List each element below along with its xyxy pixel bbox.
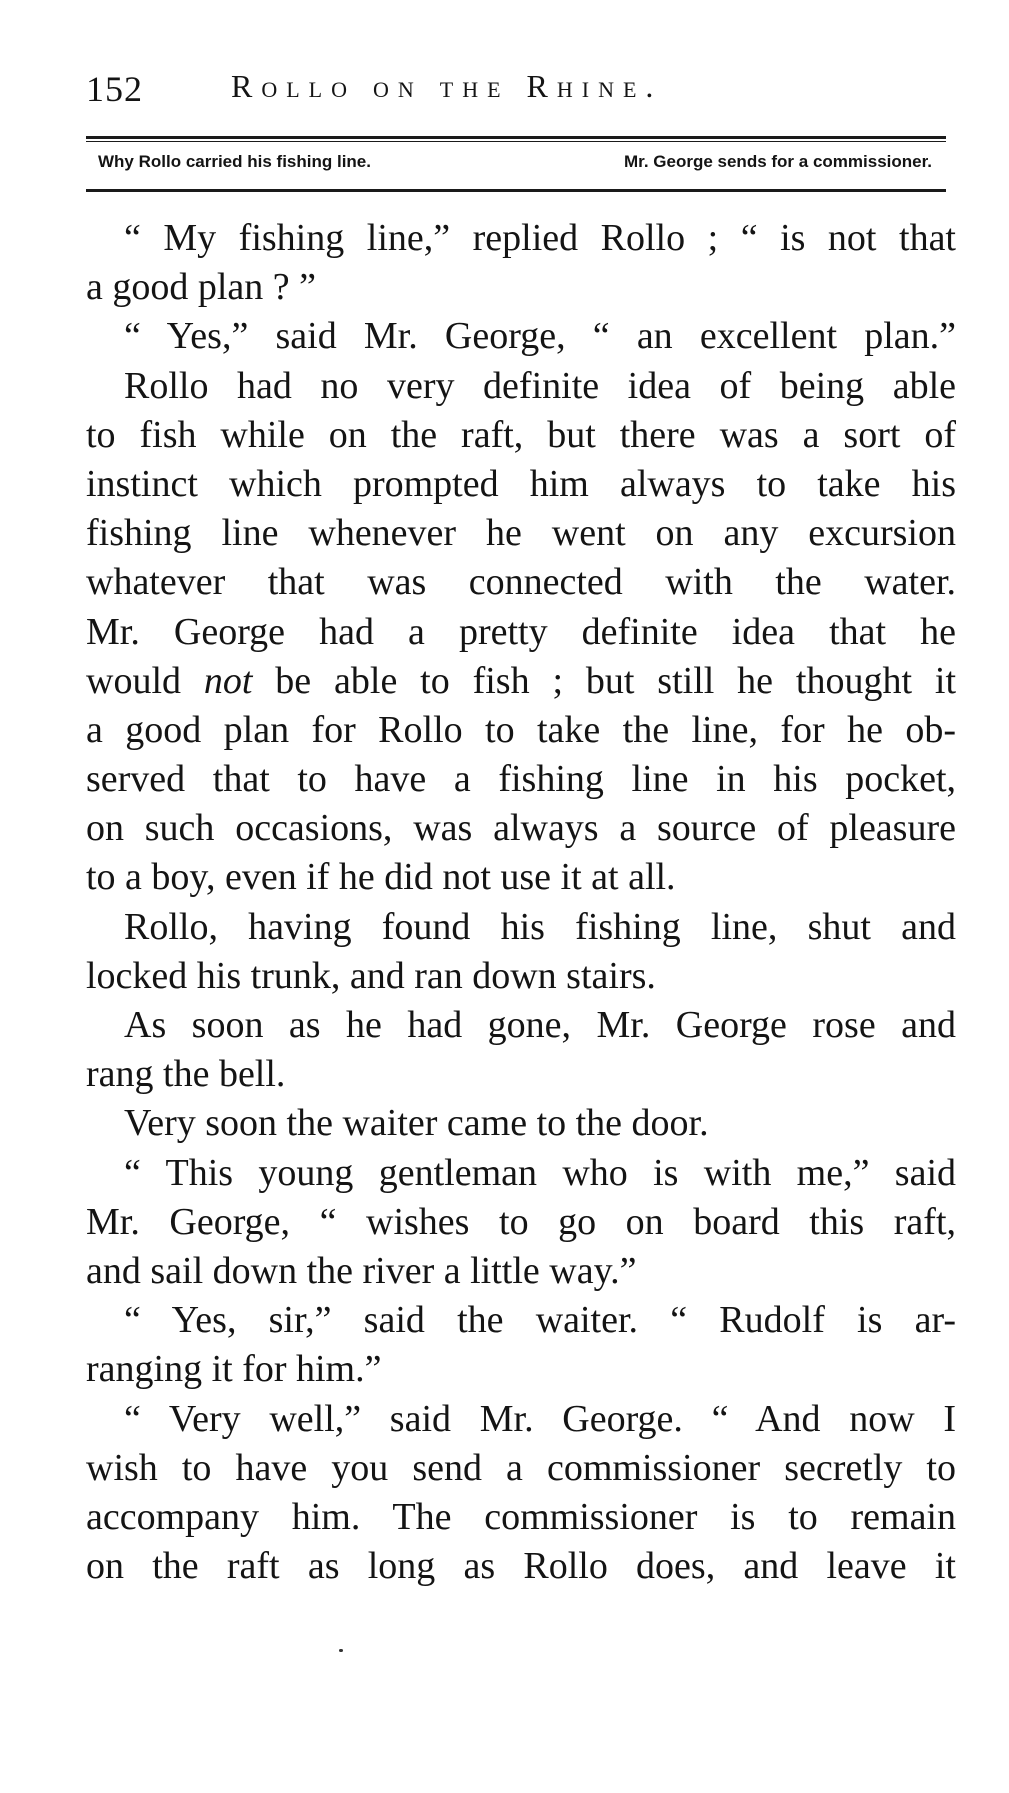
header-rule-bottom	[86, 189, 946, 192]
page-number: 152	[86, 69, 143, 109]
text-line: a good plan ? ”	[86, 266, 317, 309]
text-line: served that to have a fishing line in his pocket,	[86, 758, 956, 801]
header-rule-top-thin	[86, 141, 946, 142]
text-line: fishing line whenever he went on any excursion	[86, 512, 956, 555]
text-line: locked his trunk, and ran down stairs.	[86, 954, 656, 997]
text-line: and sail down the river a little way.”	[86, 1249, 637, 1292]
text-line: “ Very well,” said Mr. George. “ And now I	[124, 1397, 956, 1440]
text-line: ranging it for him.”	[86, 1348, 382, 1391]
text-line: Rollo, having found his fishing line, shut and	[124, 905, 956, 948]
running-head	[86, 62, 946, 122]
text-segment: be able to fish ; but still he thought it	[252, 659, 956, 702]
text-line: on such occasions, was always a source of pleasure	[86, 807, 956, 850]
text-line: “ Yes,” said Mr. George, “ an excellent plan.”	[124, 315, 956, 358]
body-text	[86, 214, 956, 1591]
text-line: whatever that was connected with the water.	[86, 561, 956, 604]
text-line: “ Yes, sir,” said the waiter. “ Rudolf is ar-	[124, 1299, 956, 1342]
text-line	[86, 657, 956, 706]
book-title: Rollo on the Rhine.	[231, 68, 663, 104]
summary-left: Why Rollo carried his fishing line.	[98, 152, 371, 171]
text-line: to a boy, even if he did not use it at all.	[86, 856, 676, 899]
text-line: a good plan for Rollo to take the line, for he ob-	[86, 708, 956, 751]
text-line: instinct which prompted him always to take his	[86, 462, 956, 505]
ink-speck	[339, 1649, 343, 1652]
emphasized-word: not	[203, 659, 253, 702]
text-line: Mr. George, “ wishes to go on board this raft,	[86, 1200, 956, 1243]
text-line: accompany him. The commissioner is to remain	[86, 1495, 956, 1538]
text-line: wish to have you send a commissioner secretly to	[86, 1446, 956, 1489]
chapter-summary	[86, 150, 946, 180]
summary-right: Mr. George sends for a commissioner.	[624, 152, 932, 171]
text-line: rang the bell.	[86, 1053, 286, 1096]
header-rule-top	[86, 136, 946, 139]
text-line: Mr. George had a pretty definite idea that he	[86, 610, 956, 653]
text-line: Very soon the waiter came to the door.	[124, 1102, 709, 1145]
text-line: Rollo had no very definite idea of being able	[124, 364, 956, 407]
text-line: to fish while on the raft, but there was a sort of	[86, 413, 956, 456]
text-line: “ My fishing line,” replied Rollo ; “ is not that	[124, 217, 956, 259]
text-line: “ This young gentleman who is with me,” said	[124, 1151, 956, 1194]
text-line: on the raft as long as Rollo does, and leave it	[86, 1545, 956, 1588]
text-segment: would	[86, 659, 204, 702]
text-line: As soon as he had gone, Mr. George rose and	[124, 1004, 956, 1046]
